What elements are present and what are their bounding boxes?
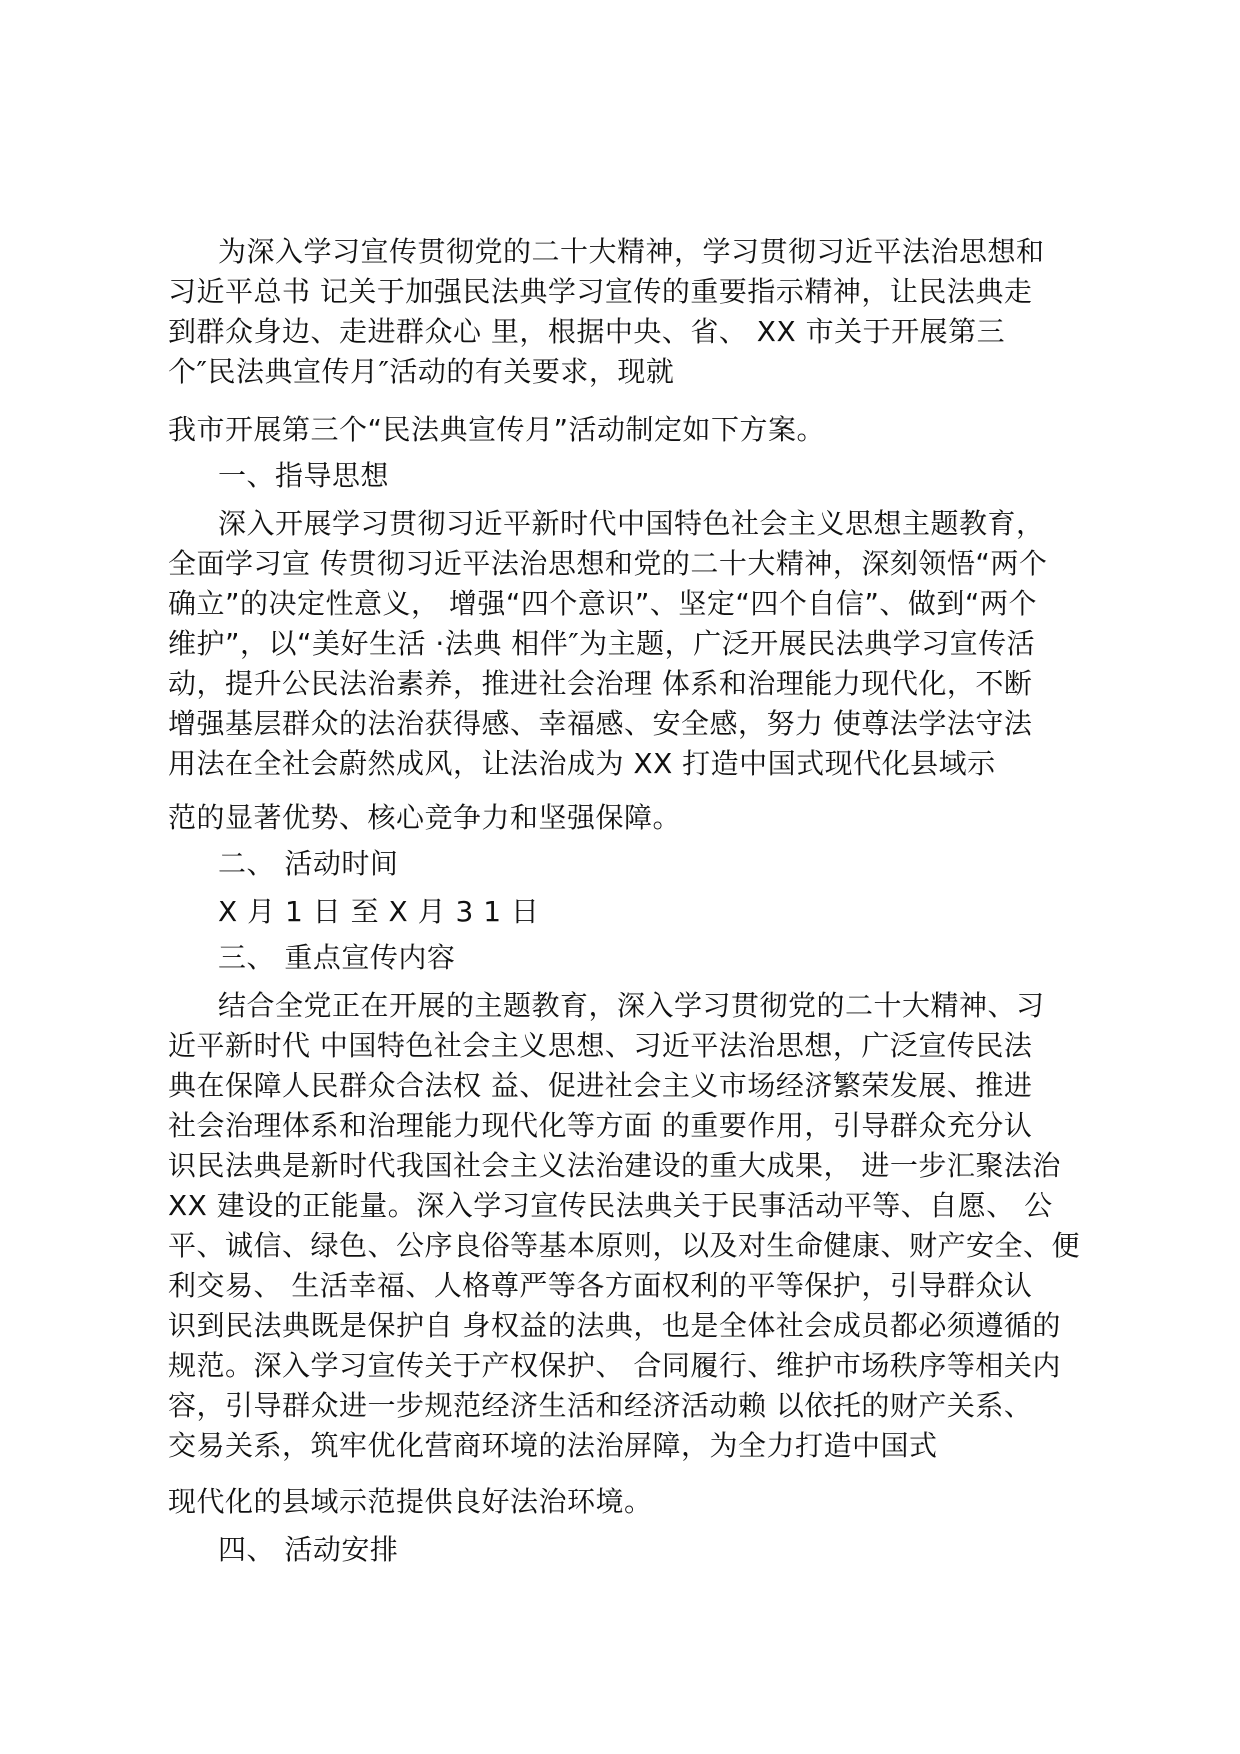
paragraph-line: 增强基层群众的法治获得感、幸福感、安全感，努力 使尊法学法守法 [168, 707, 1033, 740]
paragraph-line: 容，引导群众进一步规范经济生活和经济活动赖 以依托的财产关系、 [168, 1389, 1033, 1422]
paragraph-line: 确立”的决定性意义， 增强“四个意识”、坚定“四个自信”、做到“两个 [168, 587, 1037, 620]
paragraph-line: 习近平总书 记关于加强民法典学习宣传的重要指示精神，让民法典走 [168, 275, 1033, 308]
paragraph-line: 深入开展学习贯彻习近平新时代中国特色社会主义思想主题教育， [218, 507, 1045, 540]
paragraph-line: 现代化的县域示范提供良好法治环境。 [168, 1485, 653, 1518]
activity-dates: X 月 1 日 至 X 月 3 1 日 [218, 895, 540, 928]
paragraph-line: 到群众身边、走进群众心 里，根据中央、省、 XX 市关于开展第三 [168, 315, 1006, 348]
paragraph-line: 利交易、 生活幸福、人格尊严等各方面权利的平等保护，引导群众认 [168, 1269, 1033, 1302]
paragraph-line: 规范。深入学习宣传关于产权保护、 合同履行、维护市场秩序等相关内 [168, 1349, 1061, 1382]
section-heading: 四、 活动安排 [218, 1533, 399, 1566]
paragraph-line: 识到民法典既是保护自 身权益的法典，也是全体社会成员都必须遵循的 [168, 1309, 1061, 1342]
paragraph-line: 识民法典是新时代我国社会主义法治建设的重大成果， 进一步汇聚法治 [168, 1149, 1061, 1182]
paragraph-line: XX 建设的正能量。深入学习宣传民法典关于民事活动平等、自愿、 公 [168, 1189, 1053, 1222]
paragraph-line: 为深入学习宣传贯彻党的二十大精神，学习贯彻习近平法治思想和 [218, 235, 1045, 268]
section-heading: 一、指导思想 [218, 459, 390, 492]
paragraph-line: 维护”，以“美好生活 ·法典 相伴″为主题，广泛开展民法典学习宣传活 [168, 627, 1036, 660]
paragraph-line: 社会治理体系和治理能力现代化等方面 的重要作用，引导群众充分认 [168, 1109, 1033, 1142]
paragraph-line: 结合全党正在开展的主题教育，深入学习贯彻党的二十大精神、习 [218, 989, 1045, 1022]
paragraph-line: 典在保障人民群众合法权 益、促进社会主义市场经济繁荣发展、推进 [168, 1069, 1033, 1102]
paragraph-line: 范的显著优势、核心竞争力和坚强保障。 [168, 801, 682, 834]
section-heading: 二、 活动时间 [218, 847, 399, 880]
paragraph-line: 交易关系，筑牢优化营商环境的法治屏障，为全力打造中国式 [168, 1429, 938, 1462]
paragraph-line: 用法在全社会蔚然成风，让法治成为 XX 打造中国式现代化县域示 [168, 747, 996, 780]
paragraph-line: 我市开展第三个“民法典宣传月”活动制定如下方案。 [168, 413, 826, 446]
paragraph-line: 动，提升公民法治素养，推进社会治理 体系和治理能力现代化，不断 [168, 667, 1033, 700]
paragraph-line: 全面学习宣 传贯彻习近平法治思想和党的二十大精神，深刻领悟“两个 [168, 547, 1048, 580]
paragraph-line: 平、诚信、绿色、公序良俗等基本原则，以及对生命健康、财产安全、便 [168, 1229, 1081, 1262]
section-heading: 三、 重点宣传内容 [218, 941, 456, 974]
paragraph-line: 个″民法典宣传月″活动的有关要求，现就 [168, 355, 675, 388]
paragraph-line: 近平新时代 中国特色社会主义思想、习近平法治思想，广泛宣传民法 [168, 1029, 1033, 1062]
